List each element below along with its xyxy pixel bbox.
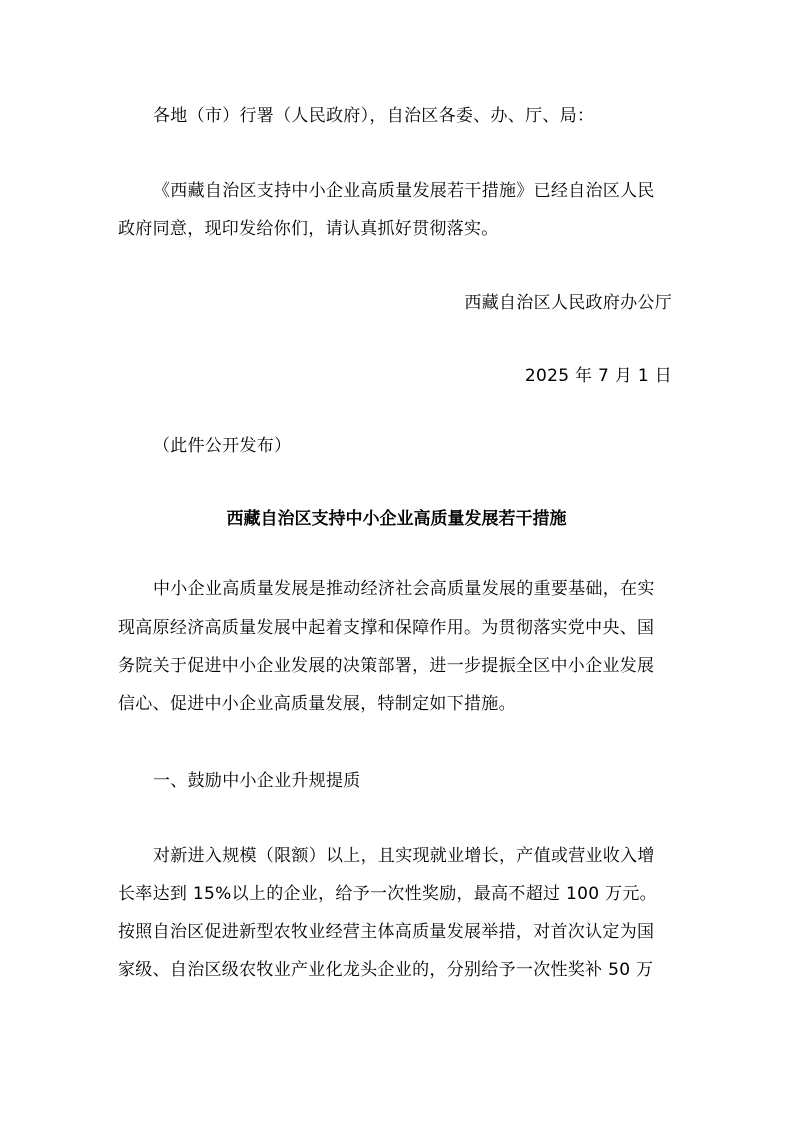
section-1-line-2: 长率达到 15%以上的企业，给予一次性奖励，最高不超过 100 万元。	[118, 884, 657, 904]
salutation: 各地（市）行署（人民政府），自治区各委、办、厅、局：	[153, 106, 595, 126]
publication-note: （此件公开发布）	[153, 436, 292, 456]
notice-line-1: 《西藏自治区支持中小企业高质量发展若干措施》已经自治区人民	[153, 181, 655, 201]
intro-line-1: 中小企业高质量发展是推动经济社会高质量发展的重要基础，在实	[153, 579, 655, 599]
intro-line-2: 现高原经济高质量发展中起着支撑和保障作用。为贯彻落实党中央、国	[118, 618, 655, 638]
section-1-line-1: 对新进入规模（限额）以上，且实现就业增长，产值或营业收入增	[153, 846, 655, 866]
section-1-heading: 一、鼓励中小企业升规提质	[153, 771, 361, 791]
document-title: 西藏自治区支持中小企业高质量发展若干措施	[226, 509, 567, 529]
section-1-line-3: 按照自治区促进新型农牧业经营主体高质量发展举措，对首次认定为国	[118, 922, 655, 942]
issue-date: 2025 年 7 月 1 日	[524, 366, 672, 386]
notice-line-2: 政府同意，现印发给你们，请认真抓好贯彻落实。	[118, 219, 499, 239]
issuer: 西藏自治区人民政府办公厅	[464, 293, 672, 313]
intro-line-4: 信心、促进中小企业高质量发展，特制定如下措施。	[118, 694, 516, 714]
intro-line-3: 务院关于促进中小企业发展的决策部署，进一步提振全区中小企业发展	[118, 656, 655, 676]
section-1-line-4: 家级、自治区级农牧业产业化龙头企业的，分别给予一次性奖补 50 万	[118, 960, 654, 980]
